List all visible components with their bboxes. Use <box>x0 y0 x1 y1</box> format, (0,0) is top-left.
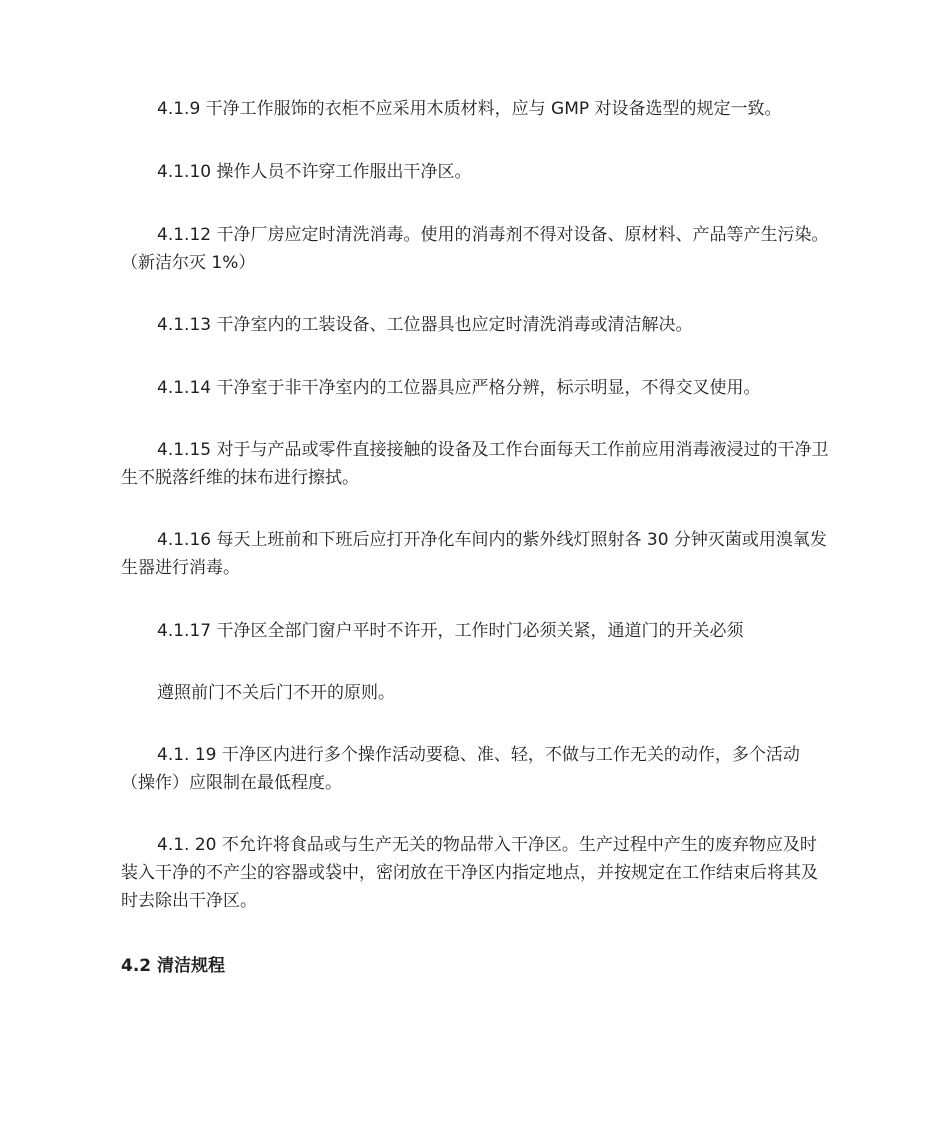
paragraph-4-1-13: 4.1.13 干净室内的工装设备、工位器具也应定时清洗消毒或清洁解决。 <box>157 315 693 335</box>
paragraph-4-1-14: 4.1.14 干净室于非干净室内的工位器具应严格分辨，标示明显，不得交叉使用。 <box>157 378 761 398</box>
paragraph-4-1-16: 4.1.16 每天上班前和下班后应打开净化车间内的紫外线灯照射各 30 分钟灭菌或用溴氧发生器进行消毒。 <box>121 530 827 578</box>
paragraph-4-1-17: 4.1.17 干净区全部门窗户平时不许开，工作时门必须关紧，通道门的开关必须 <box>157 621 744 641</box>
paragraph-4-1-12: 4.1.12 干净厂房应定时清洗消毒。使用的消毒剂不得对设备、原材料、产品等产生污染。（新洁尔灭 1%） <box>121 225 829 273</box>
paragraph-4-1-20: 4.1. 20 不允许将食品或与生产无关的物品带入干净区。生产过程中产生的废弃物应及时装入干净的不产尘的容器或袋中，密闭放在干净区内指定地点，并按规定在工作结束后将其及时去除出干净区。 <box>121 835 818 911</box>
section-heading: 4.2 清洁规程 <box>121 956 226 976</box>
paragraph-4-1-19: 4.1. 19 干净区内进行多个操作活动要稳、准、轻，不做与工作无关的动作，多个活动（操作）应限制在最低程度。 <box>121 745 800 793</box>
paragraph-4-1-17-continued: 遵照前门不关后门不开的原则。 <box>157 683 395 703</box>
paragraph-4-1-10: 4.1.10 操作人员不许穿工作服出干净区。 <box>157 162 472 182</box>
paragraph-4-1-9: 4.1.9 干净工作服饰的衣柜不应采用木质材料，应与 GMP 对设备选型的规定一致。 <box>157 99 782 119</box>
paragraph-4-1-15: 4.1.15 对于与产品或零件直接接触的设备及工作台面每天工作前应用消毒液浸过的干净卫生不脱落纤维的抹布进行擦拭。 <box>121 440 829 488</box>
